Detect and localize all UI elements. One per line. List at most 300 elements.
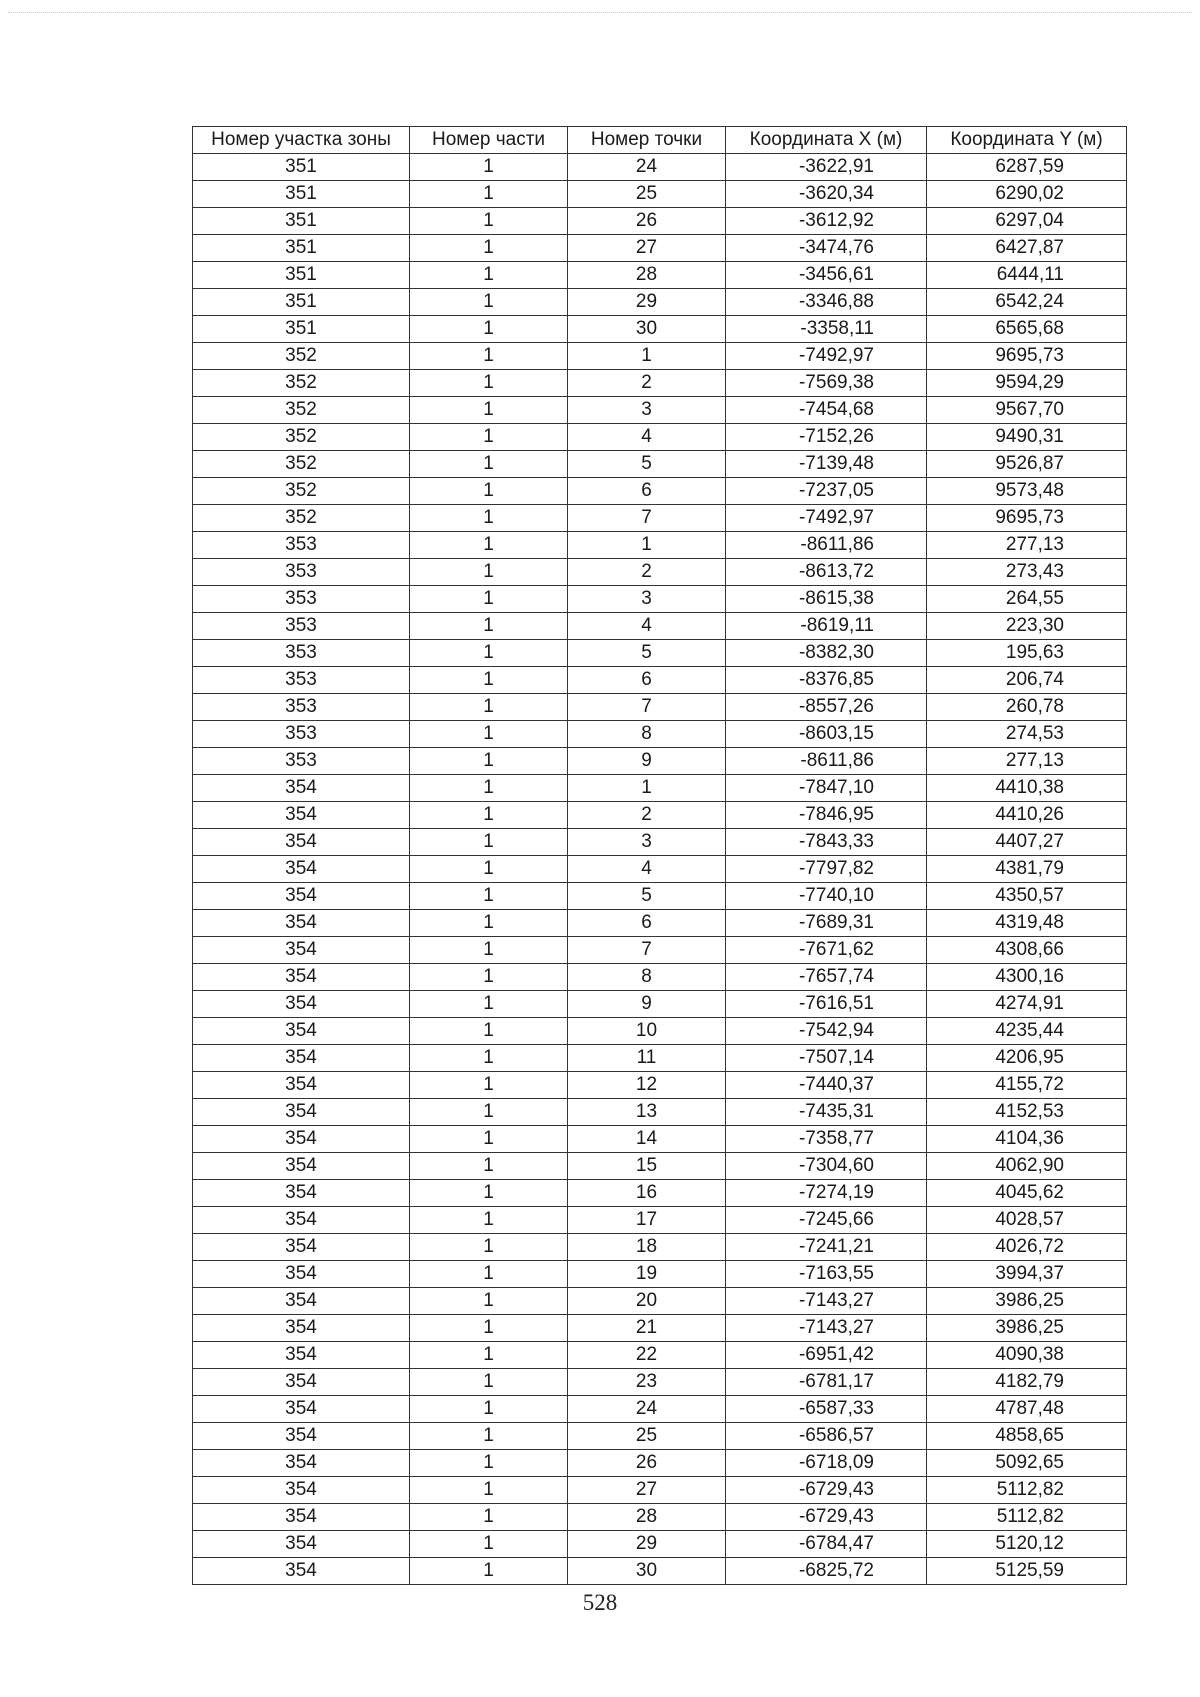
cell-zone-plot-number: 351 bbox=[193, 316, 410, 343]
cell-point-number: 4 bbox=[568, 424, 726, 451]
cell-part-number: 1 bbox=[410, 505, 568, 532]
cell-coordinate-x: -7542,94 bbox=[726, 1018, 927, 1045]
cell-coordinate-x: -8615,38 bbox=[726, 586, 927, 613]
cell-part-number: 1 bbox=[410, 1234, 568, 1261]
cell-coordinate-y: 4300,16 bbox=[927, 964, 1127, 991]
cell-point-number: 10 bbox=[568, 1018, 726, 1045]
table-row bbox=[193, 181, 1127, 208]
cell-zone-plot-number: 354 bbox=[193, 1558, 410, 1585]
cell-zone-plot-number: 354 bbox=[193, 1045, 410, 1072]
cell-zone-plot-number: 354 bbox=[193, 937, 410, 964]
cell-zone-plot-number: 352 bbox=[193, 451, 410, 478]
table-row bbox=[193, 1450, 1127, 1477]
cell-part-number: 1 bbox=[410, 478, 568, 505]
table-row bbox=[193, 397, 1127, 424]
cell-zone-plot-number: 354 bbox=[193, 775, 410, 802]
cell-coordinate-x: -7847,10 bbox=[726, 775, 927, 802]
cell-coordinate-x: -7454,68 bbox=[726, 397, 927, 424]
cell-coordinate-x: -7492,97 bbox=[726, 505, 927, 532]
cell-zone-plot-number: 354 bbox=[193, 856, 410, 883]
cell-point-number: 21 bbox=[568, 1315, 726, 1342]
cell-part-number: 1 bbox=[410, 829, 568, 856]
cell-zone-plot-number: 354 bbox=[193, 1342, 410, 1369]
cell-coordinate-x: -7657,74 bbox=[726, 964, 927, 991]
cell-coordinate-y: 4104,36 bbox=[927, 1126, 1127, 1153]
cell-coordinate-y: 6565,68 bbox=[927, 316, 1127, 343]
cell-point-number: 1 bbox=[568, 343, 726, 370]
table-row bbox=[193, 1423, 1127, 1450]
cell-coordinate-x: -7163,55 bbox=[726, 1261, 927, 1288]
table-row bbox=[193, 478, 1127, 505]
cell-point-number: 3 bbox=[568, 586, 726, 613]
cell-coordinate-y: 4206,95 bbox=[927, 1045, 1127, 1072]
cell-coordinate-x: -8382,30 bbox=[726, 640, 927, 667]
cell-part-number: 1 bbox=[410, 181, 568, 208]
cell-zone-plot-number: 351 bbox=[193, 235, 410, 262]
table-row bbox=[193, 316, 1127, 343]
table-row bbox=[193, 694, 1127, 721]
cell-part-number: 1 bbox=[410, 1207, 568, 1234]
cell-coordinate-x: -8611,86 bbox=[726, 532, 927, 559]
header-point-number: Номер точки bbox=[568, 127, 726, 154]
cell-point-number: 12 bbox=[568, 1072, 726, 1099]
cell-coordinate-x: -7797,82 bbox=[726, 856, 927, 883]
cell-point-number: 6 bbox=[568, 667, 726, 694]
cell-zone-plot-number: 351 bbox=[193, 208, 410, 235]
table-row bbox=[193, 1126, 1127, 1153]
coordinates-table-container bbox=[192, 126, 1126, 1585]
cell-coordinate-x: -7237,05 bbox=[726, 478, 927, 505]
cell-part-number: 1 bbox=[410, 775, 568, 802]
cell-coordinate-y: 4350,57 bbox=[927, 883, 1127, 910]
cell-part-number: 1 bbox=[410, 586, 568, 613]
cell-zone-plot-number: 354 bbox=[193, 1288, 410, 1315]
cell-coordinate-y: 6287,59 bbox=[927, 154, 1127, 181]
cell-coordinate-x: -8376,85 bbox=[726, 667, 927, 694]
cell-coordinate-y: 4062,90 bbox=[927, 1153, 1127, 1180]
table-row bbox=[193, 1531, 1127, 1558]
table-row bbox=[193, 505, 1127, 532]
cell-part-number: 1 bbox=[410, 883, 568, 910]
cell-zone-plot-number: 354 bbox=[193, 1180, 410, 1207]
table-row bbox=[193, 586, 1127, 613]
table-row bbox=[193, 613, 1127, 640]
cell-zone-plot-number: 352 bbox=[193, 397, 410, 424]
cell-zone-plot-number: 353 bbox=[193, 532, 410, 559]
cell-zone-plot-number: 354 bbox=[193, 910, 410, 937]
cell-coordinate-x: -6729,43 bbox=[726, 1477, 927, 1504]
cell-part-number: 1 bbox=[410, 856, 568, 883]
cell-coordinate-y: 6444,11 bbox=[927, 262, 1127, 289]
table-row bbox=[193, 1342, 1127, 1369]
cell-part-number: 1 bbox=[410, 559, 568, 586]
table-row bbox=[193, 640, 1127, 667]
cell-zone-plot-number: 352 bbox=[193, 505, 410, 532]
cell-coordinate-y: 9573,48 bbox=[927, 478, 1127, 505]
cell-point-number: 7 bbox=[568, 694, 726, 721]
cell-coordinate-y: 4319,48 bbox=[927, 910, 1127, 937]
header-part-number: Номер части bbox=[410, 127, 568, 154]
cell-zone-plot-number: 353 bbox=[193, 586, 410, 613]
cell-part-number: 1 bbox=[410, 721, 568, 748]
cell-zone-plot-number: 352 bbox=[193, 370, 410, 397]
cell-point-number: 8 bbox=[568, 964, 726, 991]
table-row bbox=[193, 208, 1127, 235]
cell-zone-plot-number: 353 bbox=[193, 721, 410, 748]
cell-point-number: 6 bbox=[568, 478, 726, 505]
cell-point-number: 27 bbox=[568, 1477, 726, 1504]
cell-zone-plot-number: 354 bbox=[193, 1396, 410, 1423]
cell-zone-plot-number: 354 bbox=[193, 1099, 410, 1126]
cell-coordinate-x: -7241,21 bbox=[726, 1234, 927, 1261]
cell-part-number: 1 bbox=[410, 451, 568, 478]
cell-coordinate-x: -7440,37 bbox=[726, 1072, 927, 1099]
table-row bbox=[193, 262, 1127, 289]
cell-zone-plot-number: 352 bbox=[193, 424, 410, 451]
cell-part-number: 1 bbox=[410, 1558, 568, 1585]
cell-part-number: 1 bbox=[410, 208, 568, 235]
cell-coordinate-x: -7492,97 bbox=[726, 343, 927, 370]
table-row bbox=[193, 1018, 1127, 1045]
cell-point-number: 25 bbox=[568, 1423, 726, 1450]
cell-zone-plot-number: 353 bbox=[193, 559, 410, 586]
cell-zone-plot-number: 354 bbox=[193, 829, 410, 856]
cell-coordinate-y: 4028,57 bbox=[927, 1207, 1127, 1234]
cell-coordinate-y: 273,43 bbox=[927, 559, 1127, 586]
cell-zone-plot-number: 354 bbox=[193, 1126, 410, 1153]
cell-part-number: 1 bbox=[410, 289, 568, 316]
table-row bbox=[193, 1234, 1127, 1261]
cell-part-number: 1 bbox=[410, 1369, 568, 1396]
cell-coordinate-y: 260,78 bbox=[927, 694, 1127, 721]
cell-coordinate-x: -7139,48 bbox=[726, 451, 927, 478]
cell-zone-plot-number: 354 bbox=[193, 1261, 410, 1288]
cell-part-number: 1 bbox=[410, 235, 568, 262]
table-row bbox=[193, 1477, 1127, 1504]
table-row bbox=[193, 1180, 1127, 1207]
table-row bbox=[193, 829, 1127, 856]
page-number: 528 bbox=[582, 1590, 618, 1615]
cell-zone-plot-number: 354 bbox=[193, 1504, 410, 1531]
cell-point-number: 8 bbox=[568, 721, 726, 748]
cell-coordinate-y: 6542,24 bbox=[927, 289, 1127, 316]
cell-point-number: 5 bbox=[568, 640, 726, 667]
table-row bbox=[193, 937, 1127, 964]
cell-point-number: 24 bbox=[568, 1396, 726, 1423]
table-row bbox=[193, 1288, 1127, 1315]
cell-point-number: 3 bbox=[568, 397, 726, 424]
cell-part-number: 1 bbox=[410, 1477, 568, 1504]
cell-coordinate-x: -6586,57 bbox=[726, 1423, 927, 1450]
cell-coordinate-x: -8603,15 bbox=[726, 721, 927, 748]
table-row bbox=[193, 802, 1127, 829]
cell-zone-plot-number: 354 bbox=[193, 991, 410, 1018]
header-coordinate-y: Координата Y (м) bbox=[927, 127, 1127, 154]
cell-coordinate-y: 277,13 bbox=[927, 748, 1127, 775]
cell-part-number: 1 bbox=[410, 1045, 568, 1072]
cell-point-number: 22 bbox=[568, 1342, 726, 1369]
cell-part-number: 1 bbox=[410, 1288, 568, 1315]
cell-point-number: 4 bbox=[568, 856, 726, 883]
cell-zone-plot-number: 351 bbox=[193, 289, 410, 316]
cell-coordinate-x: -7358,77 bbox=[726, 1126, 927, 1153]
cell-point-number: 7 bbox=[568, 937, 726, 964]
cell-part-number: 1 bbox=[410, 1018, 568, 1045]
cell-point-number: 26 bbox=[568, 1450, 726, 1477]
cell-coordinate-x: -7304,60 bbox=[726, 1153, 927, 1180]
table-row bbox=[193, 1261, 1127, 1288]
cell-part-number: 1 bbox=[410, 1261, 568, 1288]
cell-coordinate-y: 9490,31 bbox=[927, 424, 1127, 451]
cell-part-number: 1 bbox=[410, 937, 568, 964]
cell-zone-plot-number: 352 bbox=[193, 343, 410, 370]
cell-point-number: 19 bbox=[568, 1261, 726, 1288]
cell-coordinate-x: -7689,31 bbox=[726, 910, 927, 937]
cell-coordinate-y: 4308,66 bbox=[927, 937, 1127, 964]
cell-part-number: 1 bbox=[410, 1099, 568, 1126]
cell-coordinate-x: -7740,10 bbox=[726, 883, 927, 910]
cell-part-number: 1 bbox=[410, 694, 568, 721]
cell-part-number: 1 bbox=[410, 802, 568, 829]
cell-coordinate-y: 223,30 bbox=[927, 613, 1127, 640]
cell-point-number: 30 bbox=[568, 1558, 726, 1585]
cell-point-number: 16 bbox=[568, 1180, 726, 1207]
cell-part-number: 1 bbox=[410, 667, 568, 694]
cell-zone-plot-number: 354 bbox=[193, 1315, 410, 1342]
cell-coordinate-x: -7143,27 bbox=[726, 1315, 927, 1342]
cell-zone-plot-number: 353 bbox=[193, 667, 410, 694]
table-row bbox=[193, 667, 1127, 694]
cell-point-number: 26 bbox=[568, 208, 726, 235]
cell-part-number: 1 bbox=[410, 1531, 568, 1558]
cell-zone-plot-number: 354 bbox=[193, 1369, 410, 1396]
cell-point-number: 13 bbox=[568, 1099, 726, 1126]
cell-part-number: 1 bbox=[410, 370, 568, 397]
cell-coordinate-y: 5112,82 bbox=[927, 1477, 1127, 1504]
cell-coordinate-y: 9526,87 bbox=[927, 451, 1127, 478]
cell-point-number: 9 bbox=[568, 748, 726, 775]
cell-coordinate-x: -7843,33 bbox=[726, 829, 927, 856]
cell-part-number: 1 bbox=[410, 1396, 568, 1423]
cell-coordinate-x: -6729,43 bbox=[726, 1504, 927, 1531]
scan-edge-line bbox=[8, 12, 1192, 13]
cell-coordinate-y: 4235,44 bbox=[927, 1018, 1127, 1045]
header-zone-plot-number: Номер участка зоны bbox=[193, 127, 410, 154]
cell-point-number: 29 bbox=[568, 289, 726, 316]
table-row bbox=[193, 910, 1127, 937]
cell-coordinate-y: 3986,25 bbox=[927, 1288, 1127, 1315]
coordinates-table bbox=[192, 126, 1127, 1585]
cell-coordinate-x: -3358,11 bbox=[726, 316, 927, 343]
cell-part-number: 1 bbox=[410, 1072, 568, 1099]
cell-part-number: 1 bbox=[410, 1315, 568, 1342]
table-row bbox=[193, 343, 1127, 370]
cell-coordinate-x: -7569,38 bbox=[726, 370, 927, 397]
cell-point-number: 28 bbox=[568, 262, 726, 289]
table-row bbox=[193, 1369, 1127, 1396]
cell-coordinate-y: 4152,53 bbox=[927, 1099, 1127, 1126]
cell-coordinate-y: 9594,29 bbox=[927, 370, 1127, 397]
table-row bbox=[193, 1099, 1127, 1126]
cell-coordinate-x: -6718,09 bbox=[726, 1450, 927, 1477]
cell-coordinate-y: 3986,25 bbox=[927, 1315, 1127, 1342]
cell-zone-plot-number: 354 bbox=[193, 1072, 410, 1099]
cell-coordinate-y: 4381,79 bbox=[927, 856, 1127, 883]
cell-coordinate-x: -7152,26 bbox=[726, 424, 927, 451]
cell-part-number: 1 bbox=[410, 964, 568, 991]
cell-coordinate-y: 5112,82 bbox=[927, 1504, 1127, 1531]
cell-zone-plot-number: 353 bbox=[193, 613, 410, 640]
cell-point-number: 5 bbox=[568, 883, 726, 910]
cell-coordinate-x: -3622,91 bbox=[726, 154, 927, 181]
cell-coordinate-x: -3620,34 bbox=[726, 181, 927, 208]
cell-coordinate-y: 9695,73 bbox=[927, 505, 1127, 532]
table-row bbox=[193, 1558, 1127, 1585]
cell-zone-plot-number: 354 bbox=[193, 1234, 410, 1261]
cell-coordinate-y: 274,53 bbox=[927, 721, 1127, 748]
table-row bbox=[193, 991, 1127, 1018]
cell-coordinate-y: 4090,38 bbox=[927, 1342, 1127, 1369]
cell-coordinate-y: 206,74 bbox=[927, 667, 1127, 694]
cell-part-number: 1 bbox=[410, 262, 568, 289]
cell-coordinate-y: 4155,72 bbox=[927, 1072, 1127, 1099]
cell-zone-plot-number: 354 bbox=[193, 1018, 410, 1045]
cell-zone-plot-number: 351 bbox=[193, 181, 410, 208]
cell-coordinate-y: 5120,12 bbox=[927, 1531, 1127, 1558]
table-row bbox=[193, 721, 1127, 748]
cell-coordinate-y: 9567,70 bbox=[927, 397, 1127, 424]
cell-coordinate-y: 4410,38 bbox=[927, 775, 1127, 802]
cell-zone-plot-number: 354 bbox=[193, 1531, 410, 1558]
cell-zone-plot-number: 354 bbox=[193, 1207, 410, 1234]
cell-part-number: 1 bbox=[410, 424, 568, 451]
cell-coordinate-x: -3346,88 bbox=[726, 289, 927, 316]
cell-zone-plot-number: 354 bbox=[193, 1477, 410, 1504]
cell-coordinate-x: -7274,19 bbox=[726, 1180, 927, 1207]
cell-zone-plot-number: 352 bbox=[193, 478, 410, 505]
cell-point-number: 27 bbox=[568, 235, 726, 262]
cell-point-number: 17 bbox=[568, 1207, 726, 1234]
table-row bbox=[193, 1153, 1127, 1180]
cell-zone-plot-number: 351 bbox=[193, 154, 410, 181]
cell-part-number: 1 bbox=[410, 991, 568, 1018]
cell-coordinate-x: -8557,26 bbox=[726, 694, 927, 721]
table-row bbox=[193, 1045, 1127, 1072]
cell-coordinate-y: 9695,73 bbox=[927, 343, 1127, 370]
table-row bbox=[193, 964, 1127, 991]
cell-point-number: 2 bbox=[568, 802, 726, 829]
cell-point-number: 25 bbox=[568, 181, 726, 208]
table-row bbox=[193, 883, 1127, 910]
cell-part-number: 1 bbox=[410, 1126, 568, 1153]
cell-coordinate-y: 4407,27 bbox=[927, 829, 1127, 856]
table-row bbox=[193, 1396, 1127, 1423]
cell-coordinate-y: 277,13 bbox=[927, 532, 1127, 559]
cell-coordinate-x: -7671,62 bbox=[726, 937, 927, 964]
cell-part-number: 1 bbox=[410, 1153, 568, 1180]
cell-part-number: 1 bbox=[410, 1504, 568, 1531]
cell-zone-plot-number: 354 bbox=[193, 964, 410, 991]
table-row bbox=[193, 370, 1127, 397]
cell-point-number: 18 bbox=[568, 1234, 726, 1261]
cell-coordinate-y: 4410,26 bbox=[927, 802, 1127, 829]
table-row bbox=[193, 235, 1127, 262]
cell-coordinate-y: 3994,37 bbox=[927, 1261, 1127, 1288]
cell-part-number: 1 bbox=[410, 154, 568, 181]
cell-coordinate-x: -7245,66 bbox=[726, 1207, 927, 1234]
cell-point-number: 24 bbox=[568, 154, 726, 181]
cell-coordinate-y: 6290,02 bbox=[927, 181, 1127, 208]
cell-point-number: 7 bbox=[568, 505, 726, 532]
table-row bbox=[193, 424, 1127, 451]
table-row bbox=[193, 1315, 1127, 1342]
cell-point-number: 20 bbox=[568, 1288, 726, 1315]
cell-coordinate-y: 4858,65 bbox=[927, 1423, 1127, 1450]
cell-coordinate-y: 4274,91 bbox=[927, 991, 1127, 1018]
table-row bbox=[193, 154, 1127, 181]
cell-point-number: 2 bbox=[568, 559, 726, 586]
cell-coordinate-x: -6781,17 bbox=[726, 1369, 927, 1396]
cell-coordinate-y: 5092,65 bbox=[927, 1450, 1127, 1477]
cell-point-number: 15 bbox=[568, 1153, 726, 1180]
cell-coordinate-x: -8619,11 bbox=[726, 613, 927, 640]
cell-part-number: 1 bbox=[410, 910, 568, 937]
table-row bbox=[193, 1072, 1127, 1099]
cell-part-number: 1 bbox=[410, 316, 568, 343]
cell-zone-plot-number: 354 bbox=[193, 1153, 410, 1180]
cell-coordinate-y: 4026,72 bbox=[927, 1234, 1127, 1261]
cell-part-number: 1 bbox=[410, 1342, 568, 1369]
cell-point-number: 5 bbox=[568, 451, 726, 478]
cell-coordinate-x: -6784,47 bbox=[726, 1531, 927, 1558]
table-row bbox=[193, 289, 1127, 316]
cell-zone-plot-number: 353 bbox=[193, 640, 410, 667]
cell-zone-plot-number: 354 bbox=[193, 802, 410, 829]
cell-point-number: 29 bbox=[568, 1531, 726, 1558]
cell-point-number: 1 bbox=[568, 532, 726, 559]
table-row bbox=[193, 559, 1127, 586]
cell-zone-plot-number: 351 bbox=[193, 262, 410, 289]
cell-point-number: 1 bbox=[568, 775, 726, 802]
table-row bbox=[193, 532, 1127, 559]
cell-coordinate-y: 5125,59 bbox=[927, 1558, 1127, 1585]
cell-point-number: 28 bbox=[568, 1504, 726, 1531]
cell-part-number: 1 bbox=[410, 1180, 568, 1207]
cell-coordinate-y: 4182,79 bbox=[927, 1369, 1127, 1396]
cell-coordinate-x: -6951,42 bbox=[726, 1342, 927, 1369]
cell-coordinate-y: 6297,04 bbox=[927, 208, 1127, 235]
cell-coordinate-y: 4787,48 bbox=[927, 1396, 1127, 1423]
cell-coordinate-x: -3612,92 bbox=[726, 208, 927, 235]
cell-zone-plot-number: 354 bbox=[193, 883, 410, 910]
cell-coordinate-x: -6825,72 bbox=[726, 1558, 927, 1585]
cell-zone-plot-number: 353 bbox=[193, 694, 410, 721]
cell-coordinate-x: -7616,51 bbox=[726, 991, 927, 1018]
cell-coordinate-y: 195,63 bbox=[927, 640, 1127, 667]
cell-point-number: 11 bbox=[568, 1045, 726, 1072]
table-header-row bbox=[193, 127, 1127, 154]
table-row bbox=[193, 1504, 1127, 1531]
cell-point-number: 4 bbox=[568, 613, 726, 640]
cell-coordinate-y: 264,55 bbox=[927, 586, 1127, 613]
table-row bbox=[193, 856, 1127, 883]
cell-part-number: 1 bbox=[410, 343, 568, 370]
cell-coordinate-x: -3474,76 bbox=[726, 235, 927, 262]
cell-coordinate-y: 4045,62 bbox=[927, 1180, 1127, 1207]
cell-coordinate-x: -6587,33 bbox=[726, 1396, 927, 1423]
cell-coordinate-x: -7435,31 bbox=[726, 1099, 927, 1126]
cell-coordinate-x: -8611,86 bbox=[726, 748, 927, 775]
